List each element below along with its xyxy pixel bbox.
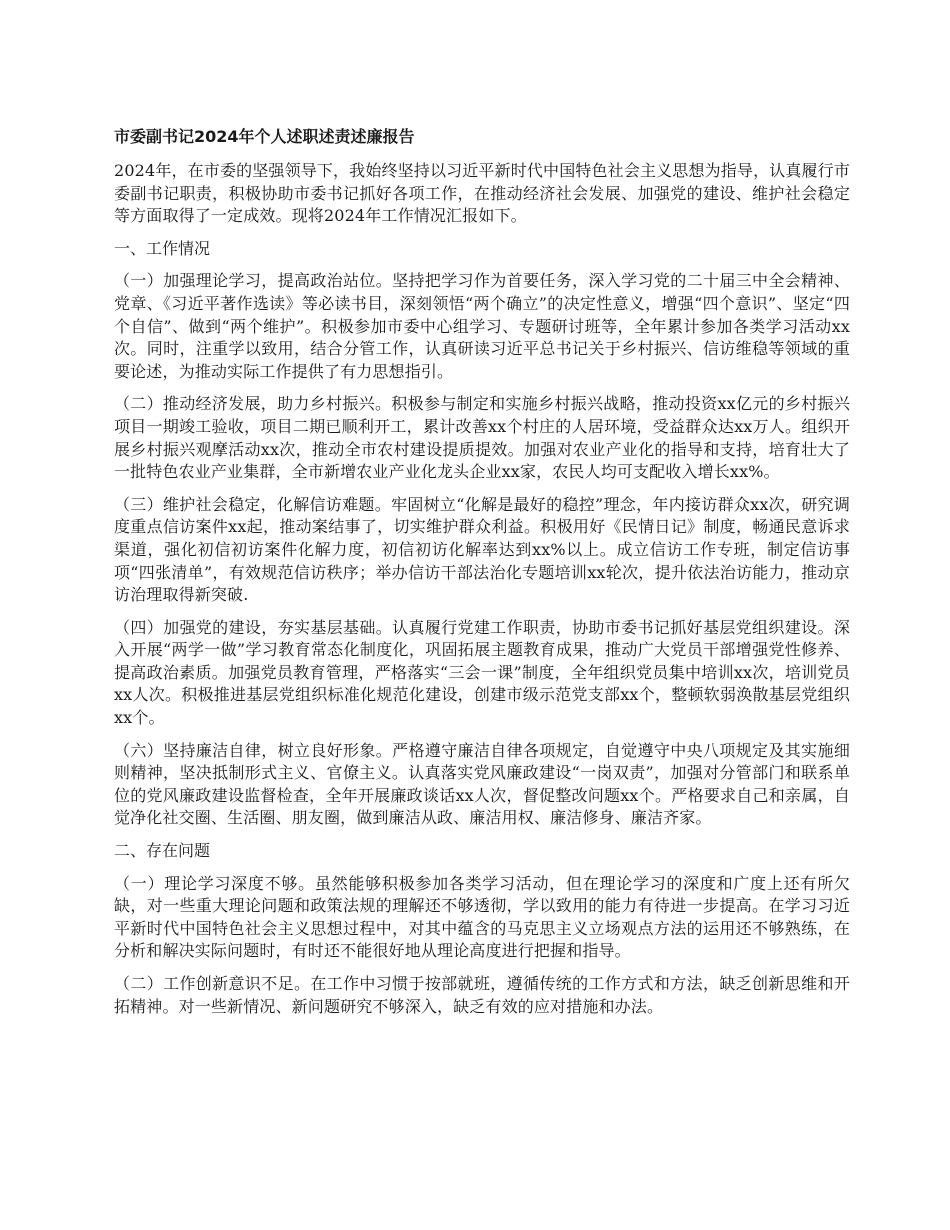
work-paragraph-economy: （二）推动经济发展，助力乡村振兴。积极参与制定和实施乡村振兴战略，推动投资xx亿元的乡村振兴项目一期竣工验收，项目二期已顺利开工，累计改善xx个村庄的人居环境，受益群众达xx万人。组织开展乡村振兴观摩活动xx次，推动全市农村建设提质提效。加强对农业产业化的指导和支持，培育壮大了一批特色农业产业集群，全市新增农业产业化龙头企业xx家，农民人均可支配收入增长xx%。 (114, 394, 850, 482)
work-paragraph-theory: （一）加强理论学习，提高政治站位。坚持把学习作为首要任务，深入学习党的二十届三中全会精神、党章、《习近平著作选读》等必读书目，深刻领悟“两个确立”的决定性意义，增强“四个意识”、坚定“四个自信”、做到“两个维护”。积极参加市委中心组学习、专题研讨班等，全年累计参加各类学习活动xx次。同时，注重学以致用，结合分管工作，认真研读习近平总书记关于乡村振兴、信访维稳等领域的重要论述，为推动实际工作提供了有力思想指引。 (114, 271, 850, 381)
work-paragraph-party-building: （四）加强党的建设，夯实基层基础。认真履行党建工作职责，协助市委书记抓好基层党组织建设。深入开展“两学一做”学习教育常态化制度化，巩固拓展主题教育成果，推动广大党员干部增强党性修养、提高政治素质。加强党员教育管理，严格落实“三会一课”制度，全年组织党员集中培训xx次，培训党员xx人次。积极推进基层党组织标准化规范化建设，创建市级示范党支部xx个，整顿软弱涣散基层党组织xx个。 (114, 617, 850, 728)
intro-paragraph: 2024年，在市委的坚强领导下，我始终坚持以习近平新时代中国特色社会主义思想为指导，认真履行市委副书记职责，积极协助市委书记抓好各项工作，在推动经济社会发展、加强党的建设、维护社会稳定等方面取得了一定成效。现将2024年工作情况汇报如下。 (114, 161, 850, 226)
section-heading-problems: 二、存在问题 (114, 841, 211, 861)
document-page (114, 126, 850, 1028)
section-heading-work: 一、工作情况 (114, 238, 211, 258)
problem-paragraph-innovation: （二）工作创新意识不足。在工作中习惯于按部就班，遵循传统的工作方式和方法，缺乏创新思维和开拓精神。对一些新情况、新问题研究不够深入，缺乏有效的应对措施和办法。 (114, 974, 850, 1016)
document-title: 市委副书记2024年个人述职述责述廉报告 (114, 127, 415, 146)
problem-paragraph-theory: （一）理论学习深度不够。虽然能够积极参加各类学习活动，但在理论学习的深度和广度上还有所欠缺，对一些重大理论问题和政策法规的理解还不够透彻，学以致用的能力有待进一步提高。在学习习近平新时代中国特色社会主义思想过程中，对其中蕴含的马克思主义立场观点方法的运用还不够熟练，在分析和解决实际问题时，有时还不能很好地从理论高度进行把握和指导。 (114, 873, 850, 961)
work-paragraph-stability: （三）维护社会稳定，化解信访难题。牢固树立“化解是最好的稳控”理念，年内接访群众xx次，研究调度重点信访案件xx起，推动案结事了，切实维护群众利益。积极用好《民情日记》制度，畅通民意诉求渠道，强化初信初访案件化解力度，初信初访化解率达到xx%以上。成立信访工作专班，制定信访事项“四张清单”，有效规范信访秩序；举办信访干部法治化专题培训xx轮次，提升依法治访能力，推动京访治理取得新突破. (114, 494, 850, 605)
work-paragraph-integrity: （六）坚持廉洁自律，树立良好形象。严格遵守廉洁自律各项规定，自觉遵守中央八项规定及其实施细则精神，坚决抵制形式主义、官僚主义。认真落实党风廉政建设“一岗双责”，加强对分管部门和联系单位的党风廉政建设监督检查，全年开展廉政谈话xx人次，督促整改问题xx个。严格要求自己和亲属，自觉净化社交圈、生活圈、朋友圈，做到廉洁从政、廉洁用权、廉洁修身、廉洁齐家。 (114, 740, 850, 828)
